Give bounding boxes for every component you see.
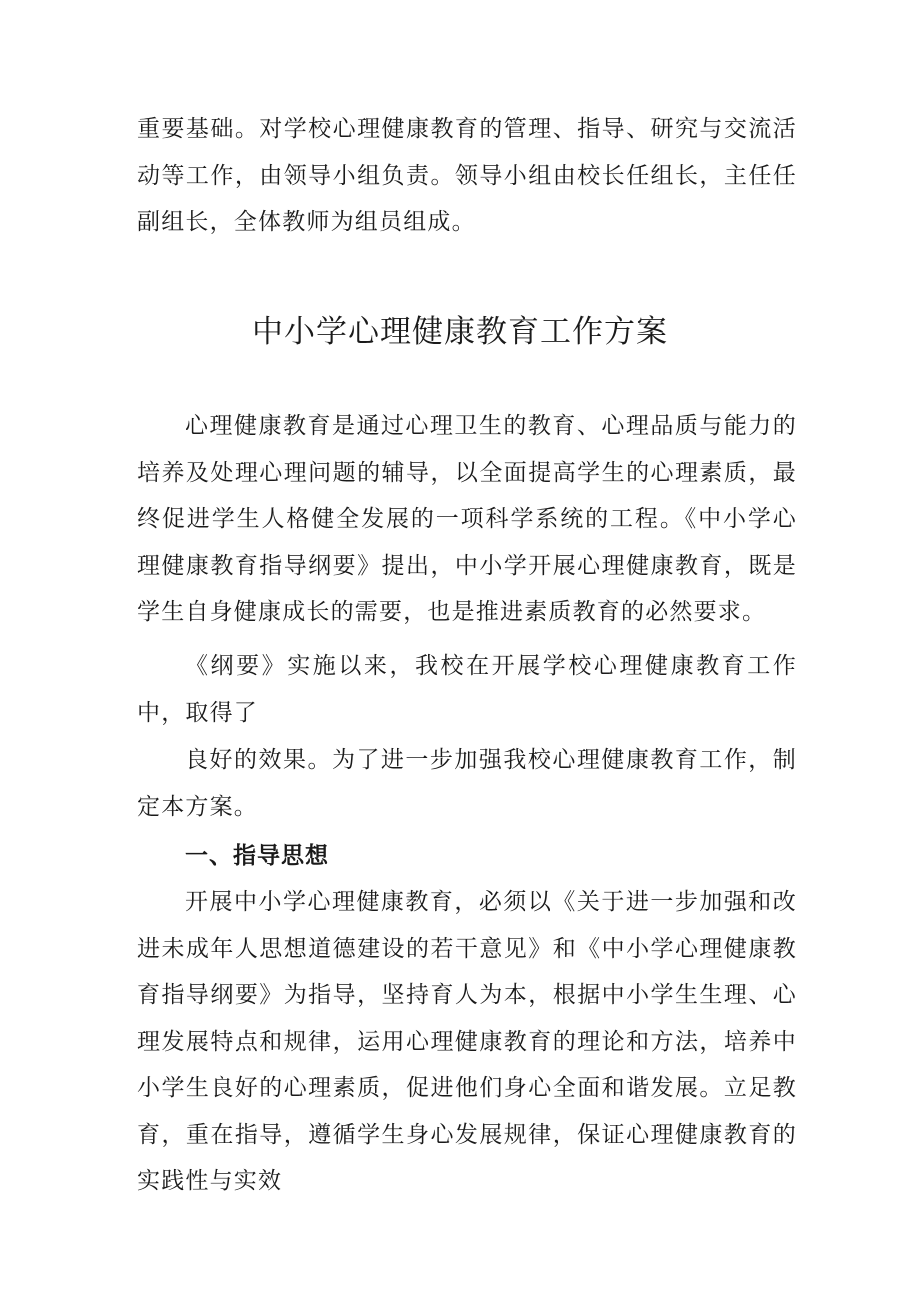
intro-paragraph: 心理健康教育是通过心理卫生的教育、心理品质与能力的培养及处理心理问题的辅导，以全面提高学生的心理素质，最终促进学生人格健全发展的一项科学系统的工程。《中小学心理健康教育指导纲要》提出，中小学开展心理健康教育，既是学生自身健康成长的需要，也是推进素质教育的必然要求。 bbox=[137, 413, 797, 625]
document-title: 中小学心理健康教育工作方案 bbox=[252, 314, 668, 350]
gangyao-paragraph: 《纲要》实施以来，我校在开展学校心理健康教育工作中，取得了 bbox=[137, 653, 797, 726]
effect-paragraph: 良好的效果。为了进一步加强我校心理健康教育工作，制定本方案。 bbox=[137, 747, 797, 820]
section-heading-guiding-thought: 一、指导思想 bbox=[185, 843, 329, 869]
guiding-thought-paragraph: 开展中小学心理健康教育，必须以《关于进一步加强和改进未成年人思想道德建设的若干意见》和《中小学心理健康教育指导纲要》为指导，坚持育人为本，根据中小学生生理、心理发展特点和规律，运用心理健康教育的理论和方法，培养中小学生良好的心理素质，促进他们身心全面和谐发展。立足教育，重在指导，遵循学生身心发展规律，保证心理健康教育的实践性与实效 bbox=[137, 889, 797, 1194]
continuation-paragraph: 重要基础。对学校心理健康教育的管理、指导、研究与交流活动等工作，由领导小组负责。领导小组由校长任组长，主任任副组长，全体教师为组员组成。 bbox=[137, 116, 797, 235]
